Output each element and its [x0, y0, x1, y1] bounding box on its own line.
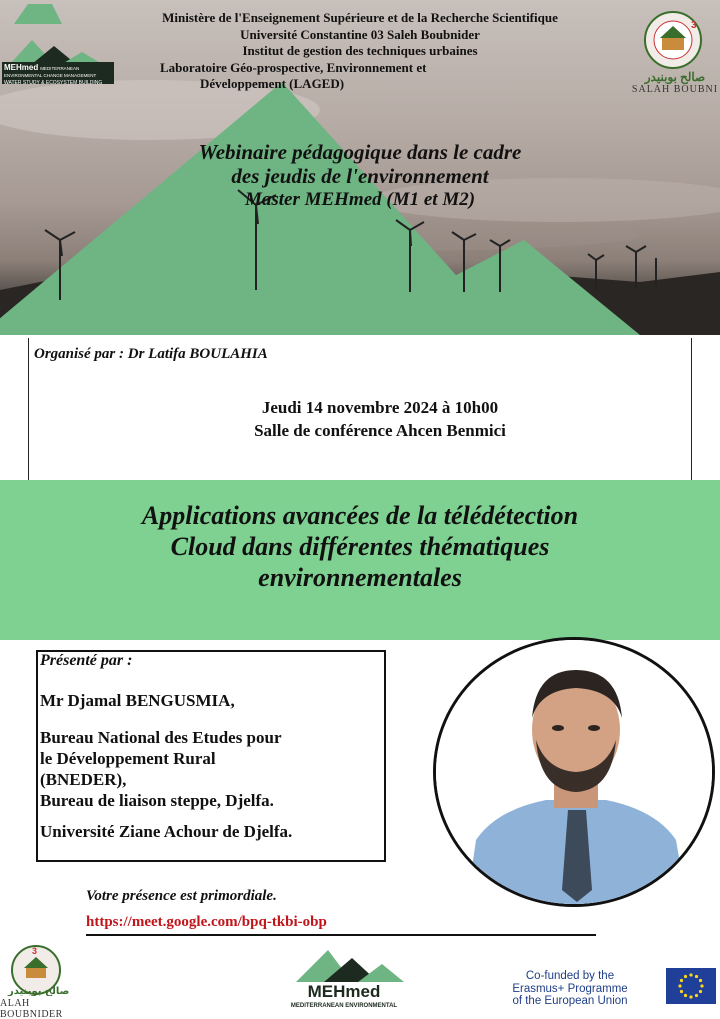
- footer-divider: [86, 934, 596, 936]
- event-details: [180, 396, 580, 442]
- university-seal-icon: [638, 8, 708, 70]
- presenter-name: Mr Djamal BENGUSMIA,: [40, 691, 235, 710]
- eu-star: [695, 994, 698, 997]
- university-constantine3-logo: [630, 8, 720, 98]
- university-arabic-name: صالح بوبنيدر: [644, 70, 706, 84]
- svg-text:3: 3: [32, 946, 38, 956]
- organizer-text: Organisé par : Dr Latifa BOULAHIA: [34, 346, 268, 362]
- logo-brand-text: MEHmed: [4, 63, 39, 72]
- cofund-line-1: Co-funded by the: [525, 970, 615, 982]
- mehmed-brand-text: MEHmed: [307, 982, 381, 1001]
- presence-note: Votre présence est primordiale.: [86, 888, 277, 904]
- eu-star: [684, 975, 687, 978]
- webinar-heading: [80, 140, 640, 212]
- eu-star: [695, 975, 698, 978]
- eu-flag-icon: [666, 968, 716, 1004]
- affiliation-line-2: le Développement Rural: [40, 749, 216, 768]
- presenter-portrait-icon: [436, 640, 715, 907]
- logo-sub-text: MEDITERRANEAN ENVIRONMENTAL CHANGE MANAGEMENT: [4, 66, 97, 78]
- logo-sub-text-2: WATER STUDY & ECOSYSTEM BUILDING: [4, 80, 103, 86]
- ministry-line: Ministère de l'Enseignement Supérieure et de la Recherche Scientifique: [162, 10, 558, 25]
- svg-text:صالح بوبنيدر: صالح بوبنيدر: [8, 986, 70, 996]
- svg-text:3: 3: [691, 20, 697, 31]
- affiliation-line-3: (BNEDER),: [40, 770, 127, 789]
- eu-star: [680, 990, 683, 993]
- presenter-university: Université Ziane Achour de Djelfa.: [40, 822, 293, 841]
- master-line: Master MEHmed (M1 et M2): [244, 189, 476, 210]
- talk-title: [30, 500, 690, 593]
- eu-star: [700, 984, 703, 987]
- talk-title-line-1: Applications avancées de la télédétection: [141, 501, 579, 530]
- university-latin-name: SALAH BOUBNI: [631, 84, 719, 95]
- cofund-line-3: of the European Union: [512, 995, 628, 1007]
- event-venue: Salle de conférence Ahcen Benmici: [254, 421, 506, 440]
- webinar-line-1: Webinaire pédagogique dans le cadre: [198, 140, 522, 164]
- mehmed-sub-text: MEDITERRANEAN ENVIRONMENTAL: [290, 1003, 398, 1009]
- presenter-details: [40, 690, 385, 842]
- cofund-line-2: Erasmus+ Programme: [512, 982, 628, 995]
- mehmed-mountain-icon: [282, 948, 406, 982]
- presenter-label: Présenté par :: [40, 652, 133, 669]
- affiliation-line-1: Bureau National des Etudes pour: [40, 728, 282, 747]
- institution-header: [120, 10, 600, 93]
- presenter-photo: [433, 637, 715, 907]
- affiliation-line-4: Bureau de liaison steppe, Djelfa.: [40, 791, 274, 810]
- university-line: Université Constantine 03 Saleh Boubnider: [240, 26, 480, 42]
- header-banner: [0, 0, 720, 335]
- university-logo-footer: [0, 940, 80, 1019]
- talk-title-line-3: environnementales: [258, 563, 462, 592]
- eu-star: [680, 979, 683, 982]
- eu-star: [678, 984, 681, 987]
- mehmed-logo-header: [2, 38, 114, 88]
- webinar-line-2: des jeudis de l'environnement: [231, 164, 489, 188]
- eu-star: [699, 979, 702, 982]
- talk-title-line-2: Cloud dans différentes thématiques: [170, 532, 550, 561]
- laboratory-line: Laboratoire Géo-prospective, Environnement et: [160, 59, 427, 75]
- eu-star: [684, 994, 687, 997]
- mehmed-logo-footer: [282, 948, 422, 1019]
- university-seal-footer-icon: [0, 940, 72, 996]
- google-meet-link[interactable]: https://meet.google.com/bpq-tkbi-obp: [86, 914, 327, 930]
- university-latin-name-footer: ALAH BOUBNIDER: [0, 998, 63, 1019]
- eu-star: [689, 973, 692, 976]
- erasmus-cofund-text: [492, 970, 648, 1008]
- event-date-time: Jeudi 14 novembre 2024 à 10h00: [261, 398, 499, 417]
- eu-star: [689, 995, 692, 998]
- laboratory-line-2: Développement (LAGED): [200, 76, 345, 91]
- eu-star: [699, 990, 702, 993]
- institute-line: Institut de gestion des techniques urbaines: [242, 43, 478, 58]
